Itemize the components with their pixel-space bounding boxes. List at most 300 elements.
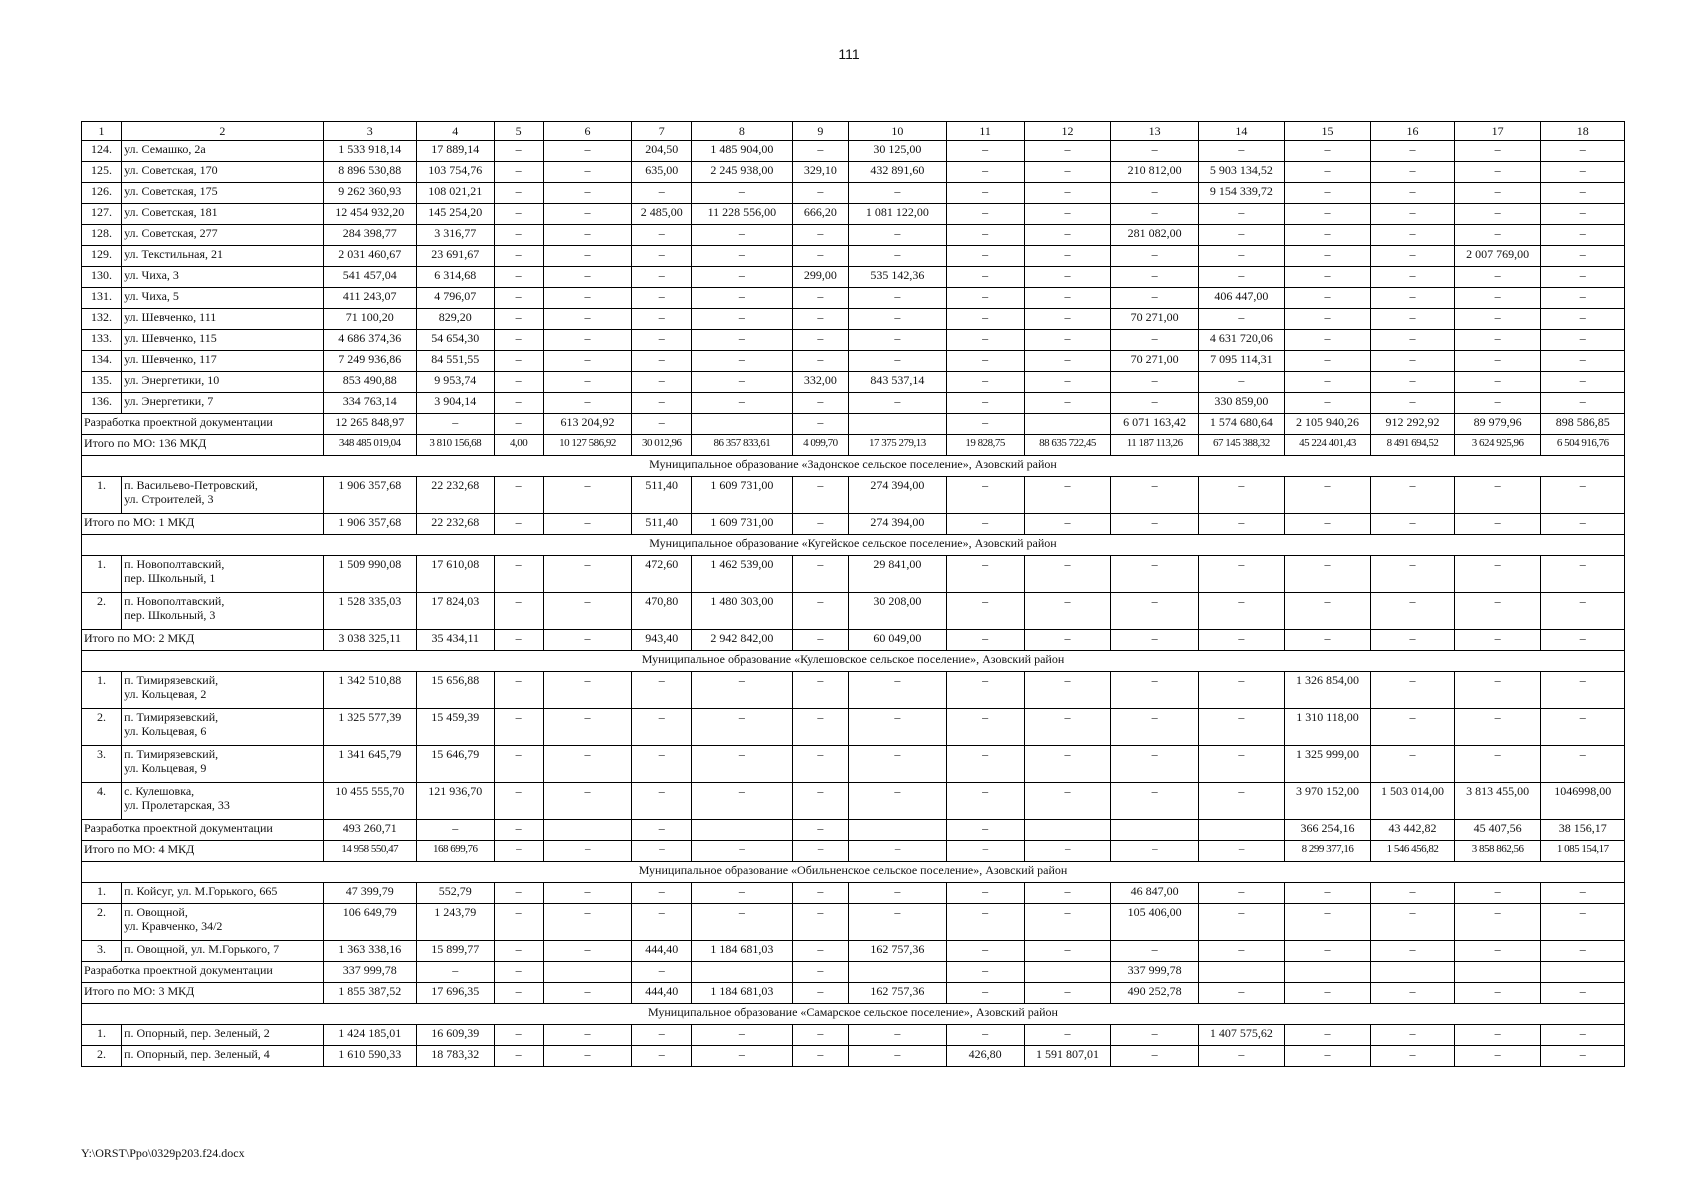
table-cell: – xyxy=(792,820,848,841)
table-cell: – xyxy=(691,883,792,904)
table-cell: – xyxy=(946,183,1024,204)
row-number: 1. xyxy=(82,477,122,514)
table-cell: – xyxy=(1371,477,1454,514)
table-cell: 1 325 577,39 xyxy=(323,709,416,746)
table-cell: – xyxy=(494,962,543,983)
table-cell: 4 099,70 xyxy=(792,435,848,456)
table-cell: – xyxy=(494,309,543,330)
row-number: 128. xyxy=(82,225,122,246)
table-row xyxy=(82,288,1625,309)
summary-label: Итого по МО: 136 МКД xyxy=(82,435,324,456)
table-cell: 106 649,79 xyxy=(323,904,416,941)
table-cell: 337 999,78 xyxy=(1111,962,1199,983)
table-cell: – xyxy=(792,330,848,351)
summary-label: Итого по МО: 1 МКД xyxy=(82,514,324,535)
table-cell: – xyxy=(849,883,947,904)
table-cell: 10 455 555,70 xyxy=(323,783,416,820)
column-header: 16 xyxy=(1371,122,1454,141)
table-cell: – xyxy=(543,372,632,393)
column-header: 2 xyxy=(122,122,324,141)
table-cell: – xyxy=(1024,983,1111,1004)
table-cell: – xyxy=(1199,709,1285,746)
table-cell: – xyxy=(632,372,692,393)
table-cell: – xyxy=(1454,267,1541,288)
table-cell: 613 204,92 xyxy=(543,414,632,435)
table-cell xyxy=(1024,962,1111,983)
table-cell: 284 398,77 xyxy=(323,225,416,246)
address-cell: ул. Текстильная, 21 xyxy=(122,246,324,267)
table-cell: – xyxy=(1454,883,1541,904)
table-cell: – xyxy=(691,672,792,709)
table-cell: 162 757,36 xyxy=(849,941,947,962)
table-cell: – xyxy=(632,351,692,372)
table-cell: – xyxy=(792,309,848,330)
table-cell: – xyxy=(1541,204,1625,225)
table-cell: 406 447,00 xyxy=(1199,288,1285,309)
table-cell: – xyxy=(1024,630,1111,651)
row-number: 126. xyxy=(82,183,122,204)
table-cell: 30 125,00 xyxy=(849,141,947,162)
table-cell xyxy=(1199,962,1285,983)
table-cell: – xyxy=(1284,1025,1371,1046)
table-cell: – xyxy=(1111,1025,1199,1046)
table-cell: 1 610 590,33 xyxy=(323,1046,416,1067)
row-number: 3. xyxy=(82,941,122,962)
section-title: Муниципальное образование «Самарское сельское поселение», Азовский район xyxy=(82,1004,1625,1025)
table-cell: – xyxy=(946,783,1024,820)
table-cell: – xyxy=(543,246,632,267)
table-cell: 15 656,88 xyxy=(416,672,494,709)
table-cell: – xyxy=(792,225,848,246)
summary-row xyxy=(82,983,1625,1004)
table-cell: – xyxy=(849,351,947,372)
table-cell: – xyxy=(1111,204,1199,225)
table-cell: – xyxy=(1541,556,1625,593)
table-cell: – xyxy=(1284,183,1371,204)
table-cell: – xyxy=(849,309,947,330)
table-cell: – xyxy=(1371,941,1454,962)
table-cell: 168 699,76 xyxy=(416,841,494,862)
table-cell: – xyxy=(1454,709,1541,746)
table-cell: 35 434,11 xyxy=(416,630,494,651)
section-title: Муниципальное образование «Кулешовское сельское поселение», Азовский район xyxy=(82,651,1625,672)
table-cell: – xyxy=(494,904,543,941)
table-cell: 12 265 848,97 xyxy=(323,414,416,435)
data-table xyxy=(81,121,1625,1067)
column-header: 18 xyxy=(1541,122,1625,141)
table-cell xyxy=(543,962,632,983)
table-cell: – xyxy=(1284,1046,1371,1067)
table-cell: – xyxy=(946,672,1024,709)
table-cell: 444,40 xyxy=(632,941,692,962)
table-cell: 4 796,07 xyxy=(416,288,494,309)
table-cell: – xyxy=(494,1025,543,1046)
table-cell: – xyxy=(1111,330,1199,351)
table-cell: 3 624 925,96 xyxy=(1454,435,1541,456)
table-cell: – xyxy=(1541,141,1625,162)
table-cell: – xyxy=(632,820,692,841)
table-cell: 29 841,00 xyxy=(849,556,947,593)
column-header: 1 xyxy=(82,122,122,141)
table-cell: – xyxy=(494,783,543,820)
table-cell: – xyxy=(946,288,1024,309)
table-cell: 1 407 575,62 xyxy=(1199,1025,1285,1046)
table-cell: – xyxy=(1284,246,1371,267)
table-cell: 1 243,79 xyxy=(416,904,494,941)
row-number: 1. xyxy=(82,883,122,904)
table-cell xyxy=(691,414,792,435)
table-cell: 1 081 122,00 xyxy=(849,204,947,225)
table-cell: 552,79 xyxy=(416,883,494,904)
table-cell: – xyxy=(494,630,543,651)
table-cell: – xyxy=(543,288,632,309)
table-cell: 1 546 456,82 xyxy=(1371,841,1454,862)
table-cell: – xyxy=(849,783,947,820)
table-cell: – xyxy=(1371,309,1454,330)
address-cell: п. Опорный, пер. Зеленый, 2 xyxy=(122,1025,324,1046)
table-cell: – xyxy=(1541,1046,1625,1067)
table-cell: – xyxy=(1024,183,1111,204)
table-cell: – xyxy=(1454,593,1541,630)
table-cell: – xyxy=(1541,225,1625,246)
table-cell: – xyxy=(1024,593,1111,630)
column-header: 4 xyxy=(416,122,494,141)
table-cell: – xyxy=(1284,330,1371,351)
table-cell: – xyxy=(543,556,632,593)
table-cell: – xyxy=(691,246,792,267)
address-cell: п. Тимирязевский, ул. Кольцевая, 9 xyxy=(122,746,324,783)
table-cell: – xyxy=(1371,514,1454,535)
table-cell: – xyxy=(1541,372,1625,393)
table-cell: – xyxy=(543,183,632,204)
table-cell: – xyxy=(1111,246,1199,267)
table-cell: 348 485 019,04 xyxy=(323,435,416,456)
table-cell: 1 424 185,01 xyxy=(323,1025,416,1046)
address-cell: п. Тимирязевский, ул. Кольцевая, 2 xyxy=(122,672,324,709)
summary-label: Итого по МО: 2 МКД xyxy=(82,630,324,651)
table-cell: – xyxy=(632,246,692,267)
column-header: 14 xyxy=(1199,122,1285,141)
table-cell: – xyxy=(494,1046,543,1067)
column-header: 3 xyxy=(323,122,416,141)
table-cell: 43 442,82 xyxy=(1371,820,1454,841)
table-cell: – xyxy=(1199,246,1285,267)
table-row xyxy=(82,267,1625,288)
table-cell: – xyxy=(632,1025,692,1046)
table-cell: 299,00 xyxy=(792,267,848,288)
table-cell: – xyxy=(1111,841,1199,862)
table-cell: 3 970 152,00 xyxy=(1284,783,1371,820)
table-cell: – xyxy=(1371,709,1454,746)
table-cell: – xyxy=(1284,556,1371,593)
table-cell: – xyxy=(792,1046,848,1067)
table-cell: – xyxy=(494,162,543,183)
address-cell: ул. Советская, 277 xyxy=(122,225,324,246)
table-cell: 108 021,21 xyxy=(416,183,494,204)
table-cell: – xyxy=(1199,983,1285,1004)
table-cell: – xyxy=(946,883,1024,904)
table-cell: – xyxy=(632,414,692,435)
table-cell: 1 341 645,79 xyxy=(323,746,416,783)
table-cell: 1 533 918,14 xyxy=(323,141,416,162)
table-cell: – xyxy=(1111,1046,1199,1067)
table-cell: 19 828,75 xyxy=(946,435,1024,456)
table-cell: – xyxy=(1371,630,1454,651)
table-cell: – xyxy=(792,477,848,514)
table-cell: 1 480 303,00 xyxy=(691,593,792,630)
column-header: 13 xyxy=(1111,122,1199,141)
table-cell: 411 243,07 xyxy=(323,288,416,309)
table-cell: – xyxy=(849,246,947,267)
table-cell: – xyxy=(1024,477,1111,514)
table-cell: – xyxy=(1199,556,1285,593)
table-cell: – xyxy=(946,246,1024,267)
table-cell: – xyxy=(1199,630,1285,651)
table-row xyxy=(82,709,1625,746)
table-cell: 8 896 530,88 xyxy=(323,162,416,183)
table-cell: – xyxy=(494,593,543,630)
table-cell: 4 686 374,36 xyxy=(323,330,416,351)
table-cell: – xyxy=(691,1046,792,1067)
address-cell: с. Кулешовка, ул. Пролетарская, 33 xyxy=(122,783,324,820)
table-cell: – xyxy=(1111,783,1199,820)
column-header: 7 xyxy=(632,122,692,141)
table-cell: – xyxy=(1541,309,1625,330)
table-cell: 1046998,00 xyxy=(1541,783,1625,820)
table-cell: 121 936,70 xyxy=(416,783,494,820)
table-cell: 15 646,79 xyxy=(416,746,494,783)
summary-label: Итого по МО: 3 МКД xyxy=(82,983,324,1004)
table-cell: – xyxy=(494,746,543,783)
table-cell: – xyxy=(494,393,543,414)
table-cell: – xyxy=(1541,941,1625,962)
table-cell: – xyxy=(792,593,848,630)
table-cell: – xyxy=(1454,204,1541,225)
table-cell: 281 082,00 xyxy=(1111,225,1199,246)
table-cell: – xyxy=(691,709,792,746)
section-header-row xyxy=(82,1004,1625,1025)
table-cell: 105 406,00 xyxy=(1111,904,1199,941)
table-cell: – xyxy=(849,183,947,204)
table-cell: 11 228 556,00 xyxy=(691,204,792,225)
table-cell: – xyxy=(1454,477,1541,514)
table-cell: 7 249 936,86 xyxy=(323,351,416,372)
table-cell: 843 537,14 xyxy=(849,372,947,393)
table-cell: 493 260,71 xyxy=(323,820,416,841)
table-cell: – xyxy=(946,983,1024,1004)
table-cell: – xyxy=(1454,330,1541,351)
table-cell: – xyxy=(416,414,494,435)
table-cell: – xyxy=(543,477,632,514)
table-cell: 84 551,55 xyxy=(416,351,494,372)
table-cell: 70 271,00 xyxy=(1111,309,1199,330)
table-cell: – xyxy=(792,983,848,1004)
table-cell: – xyxy=(1541,672,1625,709)
table-cell: 912 292,92 xyxy=(1371,414,1454,435)
table-row xyxy=(82,246,1625,267)
table-cell: 1 503 014,00 xyxy=(1371,783,1454,820)
table-cell: 1 591 807,01 xyxy=(1024,1046,1111,1067)
table-cell: – xyxy=(1199,746,1285,783)
table-cell: – xyxy=(946,709,1024,746)
table-cell: 1 906 357,68 xyxy=(323,477,416,514)
table-cell: – xyxy=(543,630,632,651)
table-cell: – xyxy=(1024,841,1111,862)
table-cell: – xyxy=(1284,983,1371,1004)
table-cell: – xyxy=(691,841,792,862)
table-cell: – xyxy=(792,630,848,651)
table-cell: – xyxy=(632,183,692,204)
summary-row xyxy=(82,414,1625,435)
table-cell: 17 375 279,13 xyxy=(849,435,947,456)
table-cell: – xyxy=(792,514,848,535)
table-cell: – xyxy=(494,983,543,1004)
table-cell: – xyxy=(792,556,848,593)
table-cell: – xyxy=(1284,288,1371,309)
table-row xyxy=(82,393,1625,414)
table-cell: – xyxy=(416,962,494,983)
table-cell: – xyxy=(946,1025,1024,1046)
table-cell: – xyxy=(632,309,692,330)
table-cell: – xyxy=(1111,593,1199,630)
table-cell: – xyxy=(543,141,632,162)
table-cell: – xyxy=(543,1046,632,1067)
table-cell: – xyxy=(494,372,543,393)
table-cell: 45 224 401,43 xyxy=(1284,435,1371,456)
table-cell: – xyxy=(1284,941,1371,962)
table-cell: – xyxy=(494,514,543,535)
table-cell: 30 208,00 xyxy=(849,593,947,630)
table-cell: – xyxy=(1541,593,1625,630)
table-cell: 3 038 325,11 xyxy=(323,630,416,651)
table-cell: – xyxy=(543,351,632,372)
table-cell: 1 509 990,08 xyxy=(323,556,416,593)
table-cell: – xyxy=(1541,904,1625,941)
address-cell: ул. Семашко, 2а xyxy=(122,141,324,162)
table-cell: – xyxy=(416,820,494,841)
table-cell: – xyxy=(1024,246,1111,267)
table-cell: 1 609 731,00 xyxy=(691,477,792,514)
table-cell: – xyxy=(543,309,632,330)
column-header: 8 xyxy=(691,122,792,141)
table-cell: 3 810 156,68 xyxy=(416,435,494,456)
table-cell: – xyxy=(1284,267,1371,288)
table-cell: – xyxy=(632,783,692,820)
table-cell: – xyxy=(494,477,543,514)
row-number: 133. xyxy=(82,330,122,351)
table-cell: – xyxy=(494,820,543,841)
table-cell: – xyxy=(1371,267,1454,288)
table-cell: – xyxy=(792,904,848,941)
address-cell: ул. Чиха, 5 xyxy=(122,288,324,309)
table-cell: 12 454 932,20 xyxy=(323,204,416,225)
table-cell: – xyxy=(792,1025,848,1046)
table-cell: – xyxy=(494,672,543,709)
table-cell: – xyxy=(494,351,543,372)
table-cell: – xyxy=(792,246,848,267)
table-cell: – xyxy=(792,709,848,746)
table-cell: – xyxy=(946,141,1024,162)
table-cell: – xyxy=(1024,372,1111,393)
column-header: 9 xyxy=(792,122,848,141)
table-cell: – xyxy=(1454,941,1541,962)
table-cell: – xyxy=(1541,162,1625,183)
table-cell: – xyxy=(691,330,792,351)
row-number: 127. xyxy=(82,204,122,225)
table-cell: – xyxy=(1371,141,1454,162)
table-cell xyxy=(1284,962,1371,983)
table-cell: – xyxy=(543,841,632,862)
address-cell: п. Опорный, пер. Зеленый, 4 xyxy=(122,1046,324,1067)
table-cell: – xyxy=(1541,746,1625,783)
table-cell: – xyxy=(946,351,1024,372)
row-number: 2. xyxy=(82,904,122,941)
table-cell: – xyxy=(1371,746,1454,783)
table-cell: – xyxy=(1371,393,1454,414)
table-cell: 470,80 xyxy=(632,593,692,630)
table-cell xyxy=(1454,962,1541,983)
table-cell: – xyxy=(946,309,1024,330)
table-cell: – xyxy=(1024,514,1111,535)
table-cell: – xyxy=(1284,593,1371,630)
table-cell: 204,50 xyxy=(632,141,692,162)
table-cell: – xyxy=(543,593,632,630)
table-cell: 1 906 357,68 xyxy=(323,514,416,535)
table-cell: – xyxy=(543,983,632,1004)
table-cell: 1 574 680,64 xyxy=(1199,414,1285,435)
table-cell: – xyxy=(946,746,1024,783)
table-cell: 1 085 154,17 xyxy=(1541,841,1625,862)
table-cell: – xyxy=(792,141,848,162)
table-cell: 16 609,39 xyxy=(416,1025,494,1046)
section-header-row xyxy=(82,862,1625,883)
table-cell: – xyxy=(1371,883,1454,904)
table-cell: – xyxy=(1541,477,1625,514)
table-cell: 103 754,76 xyxy=(416,162,494,183)
table-cell: – xyxy=(1454,141,1541,162)
table-cell: 88 635 722,45 xyxy=(1024,435,1111,456)
table-cell xyxy=(1024,414,1111,435)
row-number: 125. xyxy=(82,162,122,183)
table-cell: – xyxy=(946,393,1024,414)
table-cell: 3 813 455,00 xyxy=(1454,783,1541,820)
table-cell: – xyxy=(494,330,543,351)
table-cell: – xyxy=(632,393,692,414)
table-cell: – xyxy=(1024,162,1111,183)
table-row xyxy=(82,904,1625,941)
address-cell: ул. Шевченко, 117 xyxy=(122,351,324,372)
table-cell: – xyxy=(543,162,632,183)
table-cell: – xyxy=(1199,593,1285,630)
table-cell: – xyxy=(1111,941,1199,962)
table-cell: – xyxy=(494,414,543,435)
table-cell: 9 154 339,72 xyxy=(1199,183,1285,204)
row-number: 2. xyxy=(82,1046,122,1067)
table-cell: 2 031 460,67 xyxy=(323,246,416,267)
table-cell: – xyxy=(1024,141,1111,162)
column-header: 5 xyxy=(494,122,543,141)
table-cell: – xyxy=(1024,883,1111,904)
table-cell: – xyxy=(792,288,848,309)
address-cell: п. Васильево-Петровский, ул. Строителей, 3 xyxy=(122,477,324,514)
table-cell: – xyxy=(1024,709,1111,746)
table-cell: – xyxy=(946,556,1024,593)
table-cell: – xyxy=(1024,746,1111,783)
table-row xyxy=(82,556,1625,593)
table-cell: – xyxy=(1024,941,1111,962)
row-number: 4. xyxy=(82,783,122,820)
table-cell: – xyxy=(792,351,848,372)
